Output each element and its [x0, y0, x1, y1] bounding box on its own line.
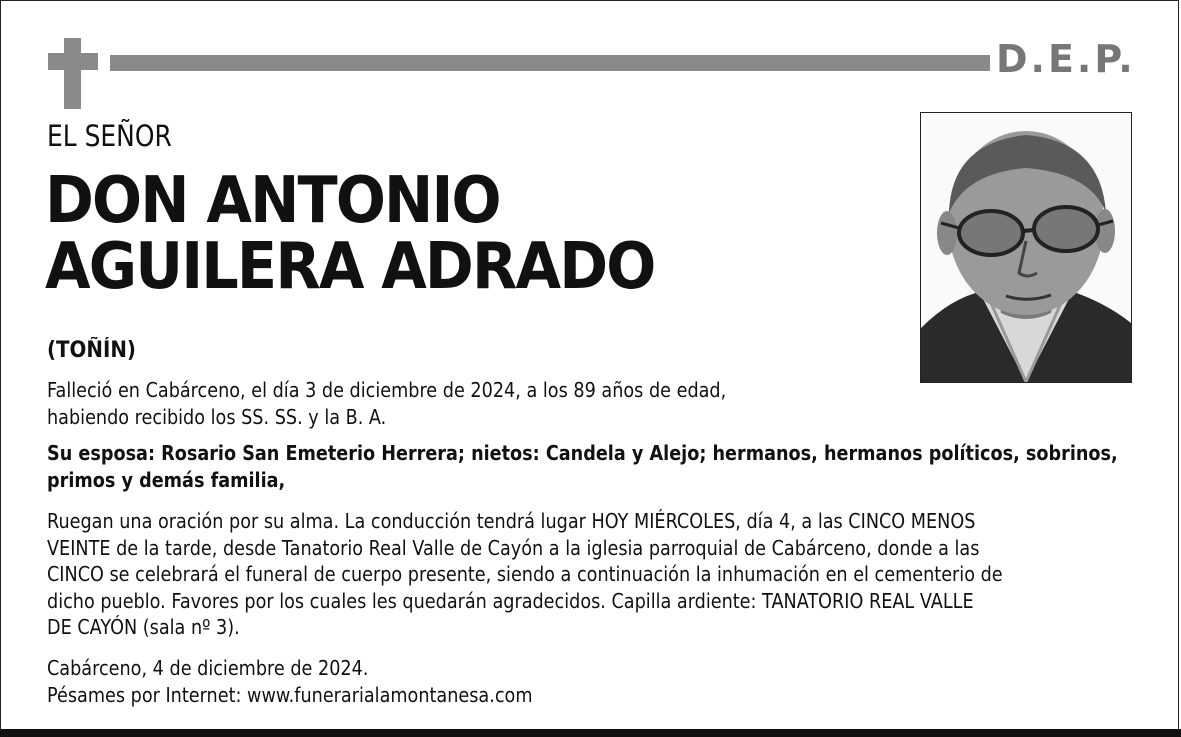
title-prefix: EL SEÑOR [47, 119, 172, 153]
name-line-2: AGUILERA ADRADO [45, 230, 655, 304]
bottom-border [0, 729, 1181, 737]
place-date: Cabárceno, 4 de diciembre de 2024. [47, 656, 369, 680]
ceremony-line-1: Ruegan una oración por su alma. La conducción tendrá lugar HOY MIÉRCOLES, día 4, a las CINCO MENOS [47, 509, 976, 533]
ceremony-line-4: dicho pueblo. Favores por los cuales les quedarán agradecidos. Capilla ardiente: TANATORIO REAL VALLE [47, 588, 974, 613]
family-line-1: Su esposa: Rosario San Emeterio Herrera; nietos: Candela y Alejo; hermanos, hermanos políticos, sobrinos, [47, 441, 1118, 465]
death-info [47, 377, 726, 430]
ceremony-line-5: DE CAYÓN (sala nº 3). [47, 615, 240, 639]
ceremony-line-3: CINCO se celebrará el funeral de cuerpo presente, siendo a continuación la inhumación en el cementerio de [47, 562, 1003, 586]
cross-icon [64, 38, 81, 109]
nickname: (TOÑÍN) [47, 338, 136, 363]
name-line-1: DON ANTONIO [45, 164, 500, 238]
ceremony-info [47, 508, 1003, 641]
dep-label: D.E.P. [996, 37, 1136, 81]
death-info-line-1: Falleció en Cabárceno, el día 3 de diciembre de 2024, a los 89 años de edad, [47, 378, 727, 402]
condolences-link: Pésames por Internet: www.funerarialamontanesa.com [47, 682, 533, 707]
deceased-name [45, 164, 655, 304]
death-info-line-2: habiendo recibido los SS. SS. y la B. A. [47, 404, 387, 429]
ceremony-line-2: VEINTE de la tarde, desde Tanatorio Real Valle de Cayón a la iglesia parroquial de Cabárceno, donde a las [47, 535, 980, 560]
family-list [47, 440, 1118, 493]
family-line-2: primos y demás familia, [47, 467, 286, 492]
header-rule [110, 55, 990, 71]
footer [47, 655, 532, 708]
portrait-photo [920, 112, 1132, 383]
cross-icon-bar [48, 53, 98, 70]
